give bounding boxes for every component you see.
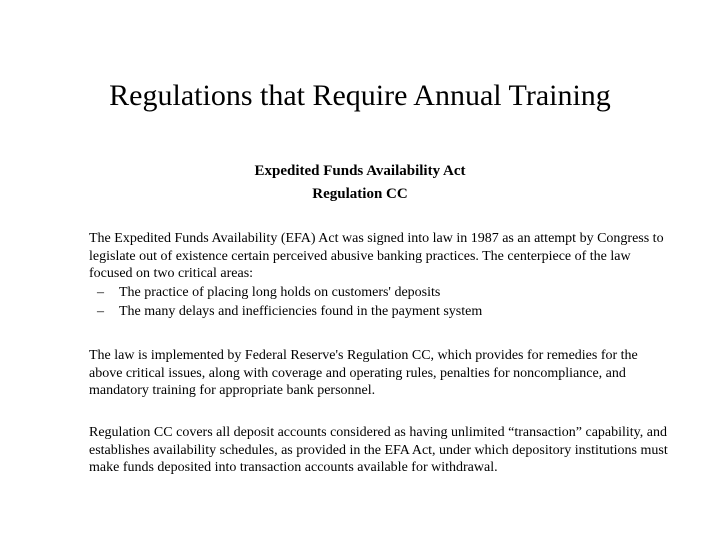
list-item (89, 302, 669, 321)
slide-title: Regulations that Require Annual Training (109, 79, 611, 112)
dash-bullet-marker: – (97, 304, 104, 319)
list-item-text: The many delays and inefficiencies found in the payment system (119, 304, 483, 319)
critical-areas-list (89, 283, 669, 321)
regulation-name-heading: Regulation CC (312, 186, 408, 202)
list-item (89, 283, 669, 302)
coverage-paragraph: Regulation CC covers all deposit accounts considered as having unlimited “transaction” capability, and establishes availability schedules, as provided in the EFA Act, under which depository institutions must make funds deposited into transaction accounts available for withdrawal. (89, 425, 668, 475)
dash-bullet-marker: – (97, 285, 104, 300)
intro-paragraph: The Expedited Funds Availability (EFA) Act was signed into law in 1987 as an attempt by Congress to legislate out of existence certain perceived abusive banking practices. The centerpiece of the law focused on two critical areas: (89, 231, 664, 281)
act-name-heading: Expedited Funds Availability Act (254, 163, 466, 179)
implementation-paragraph: The law is implemented by Federal Reserve's Regulation CC, which provides for remedies for the above critical issues, along with coverage and operating rules, penalties for noncompliance, and mandatory training for appropriate bank personnel. (89, 348, 638, 398)
list-item-text: The practice of placing long holds on customers' deposits (119, 285, 441, 300)
